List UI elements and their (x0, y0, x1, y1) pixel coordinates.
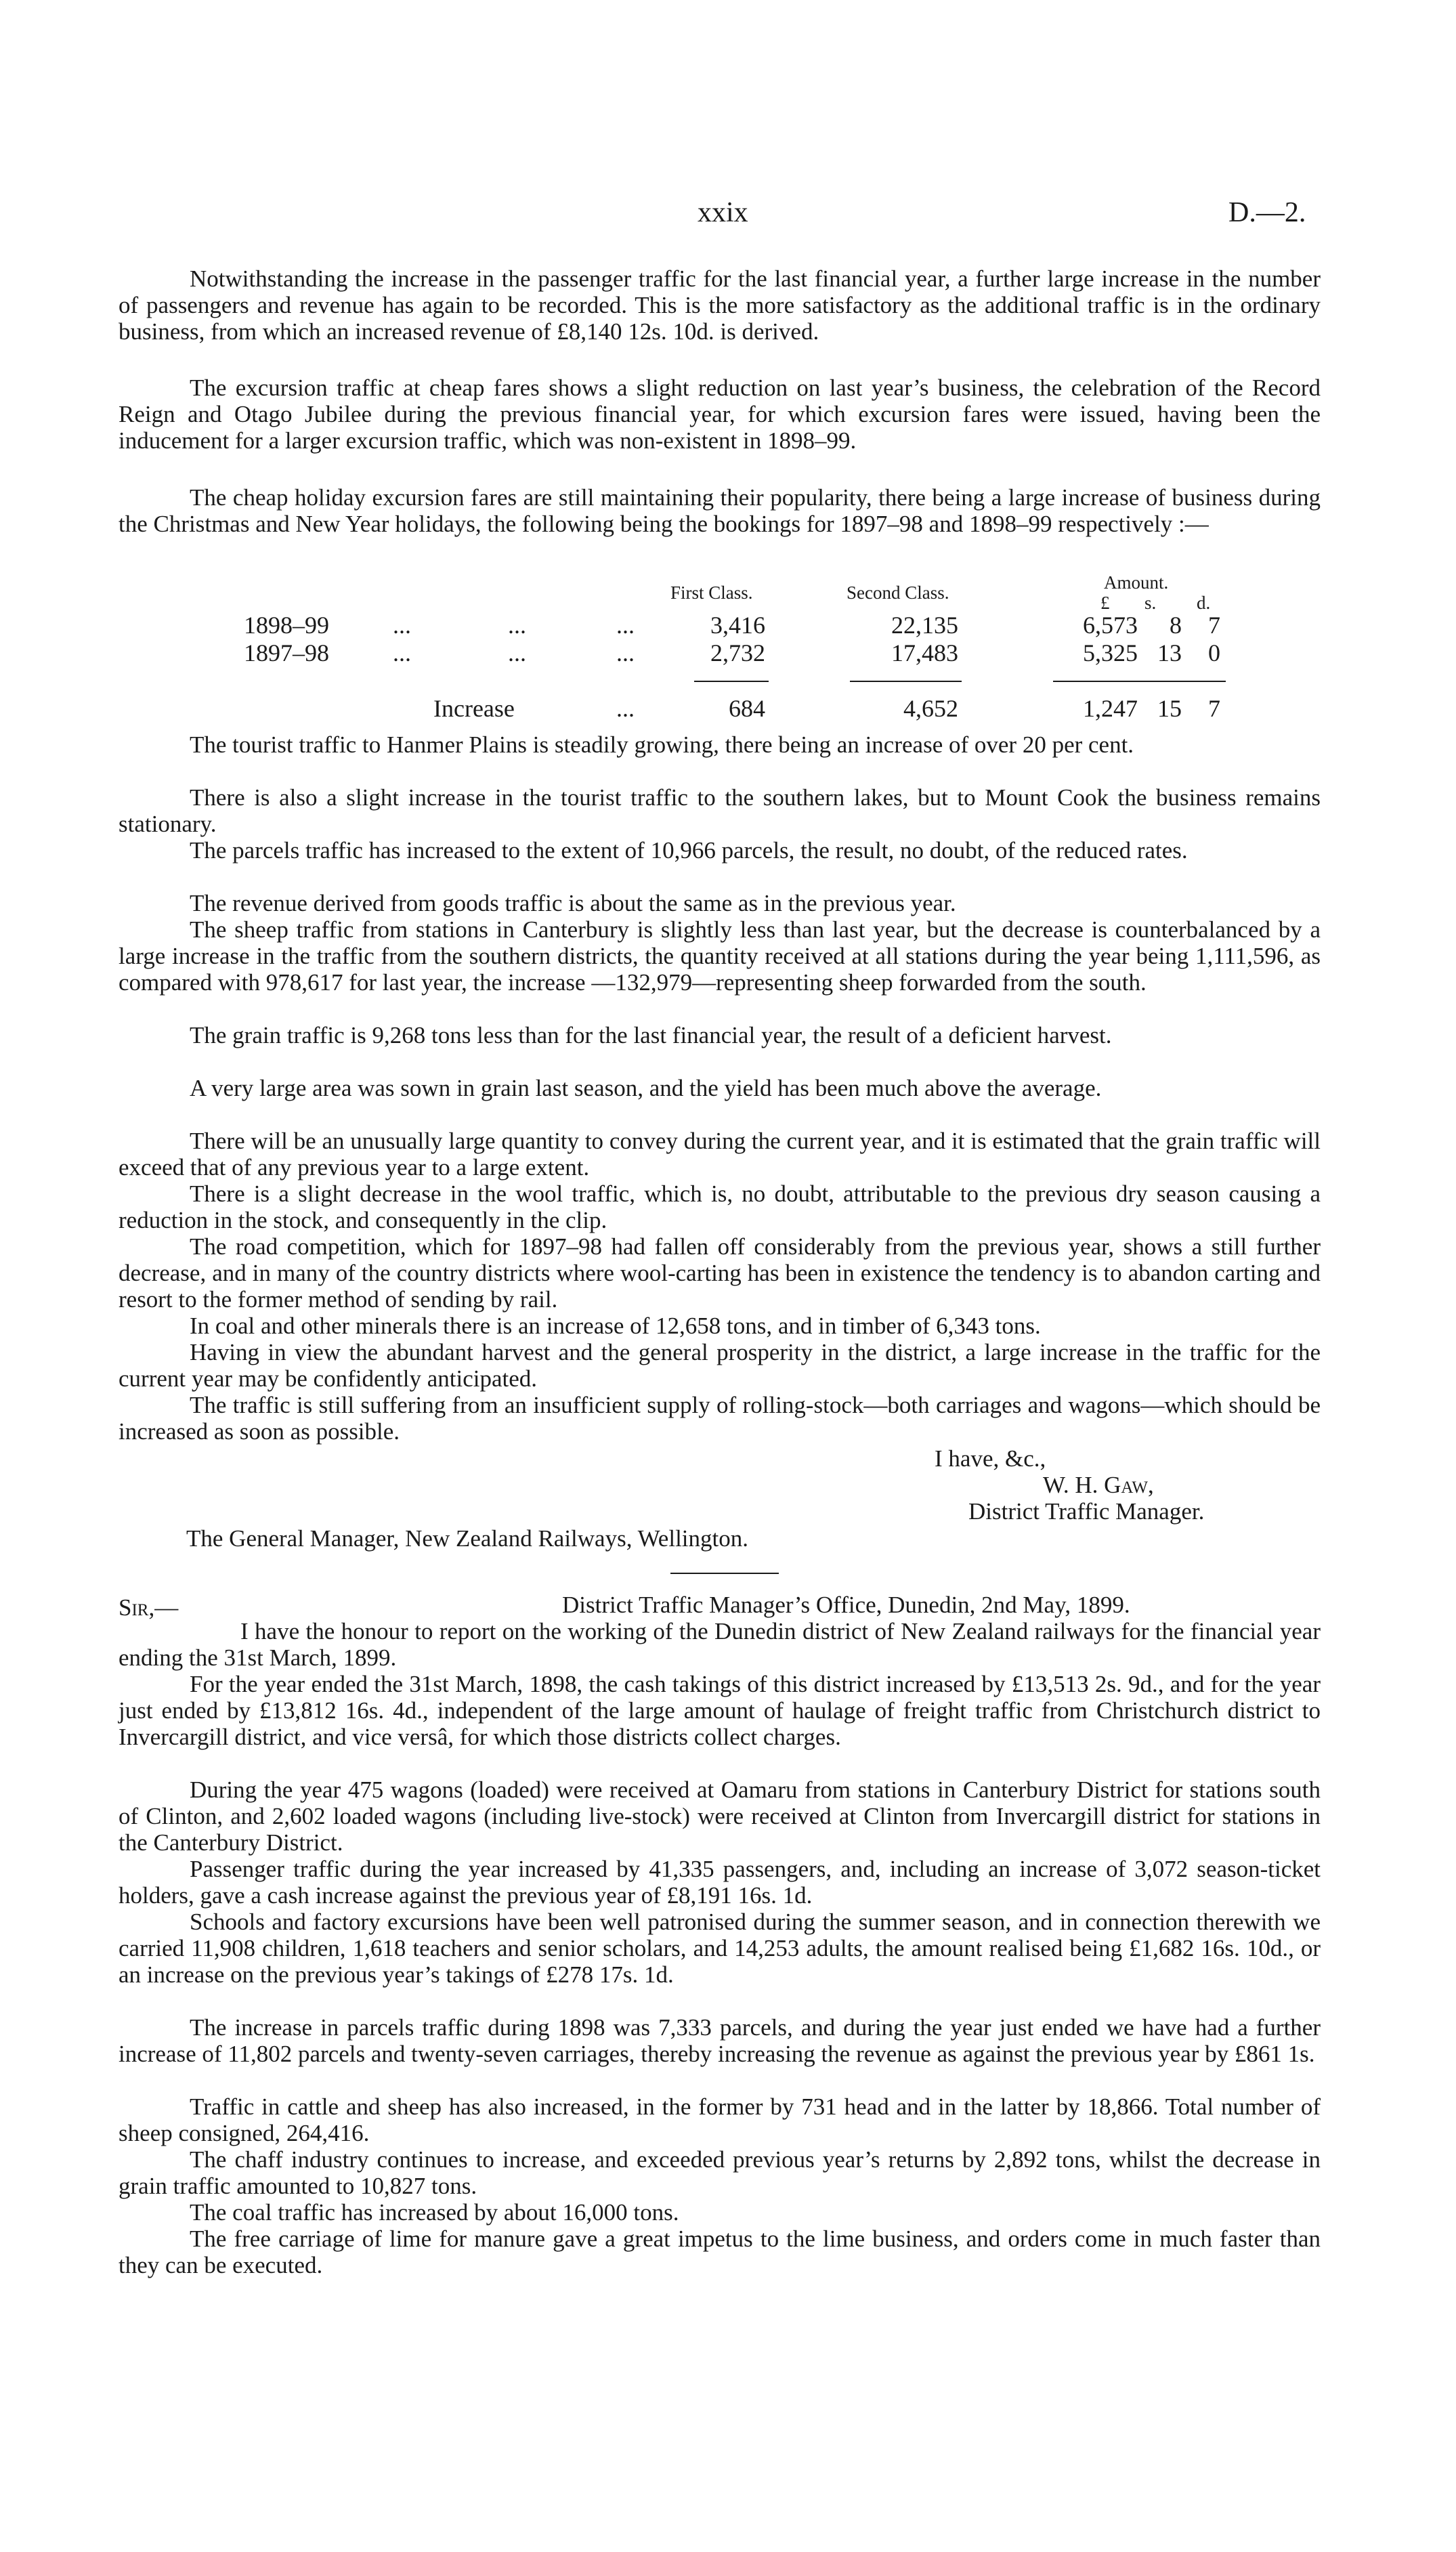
paragraph: The excursion traffic at cheap fares shows a slight reduction on last year’s business, the celebration of the Record Reign and Otago Jubilee during the previous financial year, for which excursion fares were issued, having been the inducement for a larger excursion traffic, which was non-existent in 1898–99. (119, 375, 1321, 454)
dateline: District Traffic Manager’s Office, Dunedin, 2nd May, 1899. (562, 1592, 1130, 1618)
signatory-title: District Traffic Manager. (968, 1498, 1205, 1525)
paragraph: In coal and other minerals there is an increase of 12,658 tons, and in timber of 6,343 tons. (190, 1313, 1041, 1339)
paragraph: I have the honour to report on the working of the Dunedin district of New Zealand railways for the financial year ending the 31st March, 1899. (119, 1618, 1321, 1671)
leader-dots: ... (393, 639, 411, 666)
column-header-second-class: Second Class. (847, 582, 949, 603)
leader-dots: ... (508, 612, 526, 639)
row-first-class: 2,732 (710, 639, 765, 666)
unit-shillings: s. (1144, 593, 1157, 613)
increase-first-class: 684 (729, 695, 765, 722)
paragraph: The tourist traffic to Hanmer Plains is steadily growing, there being an increase of over 20 per cent. (190, 731, 1134, 758)
paragraph: For the year ended the 31st March, 1898, the cash takings of this district increased by £13,513 2s. 9d., and for the year just ended by £13,812 16s. 4d., independent of the large amount of haulage of freight traffic from Christchurch district to Invercargill district, and vice versâ, for which those districts collect charges. (119, 1671, 1321, 1750)
leader-dots: ... (616, 639, 635, 666)
row-second-class: 17,483 (891, 639, 958, 666)
paragraph: The traffic is still suffering from an insufficient supply of rolling-stock—both carriages and wagons—which should be increased as soon as possible. (119, 1392, 1321, 1445)
row-pounds: 5,325 (1083, 639, 1138, 666)
paragraph: Traffic in cattle and sheep has also increased, in the former by 731 head and in the latter by 18,866. Total number of sheep consigned, 264,416. (119, 2093, 1321, 2146)
paragraph: The road competition, which for 1897–98 had fallen off considerably from the previous year, shows a still further decrease, and in many of the country districts where wool-carting has been in existence the tendency is to abandon carting and resort to the former method of sending by rail. (119, 1233, 1321, 1313)
increase-label: Increase (433, 695, 515, 722)
row-pence: 0 (1208, 639, 1220, 666)
document-code: D.—2. (1228, 197, 1306, 228)
paragraph: The grain traffic is 9,268 tons less than for the last financial year, the result of a deficient harvest. (190, 1022, 1112, 1048)
paragraph: The parcels traffic has increased to the extent of 10,966 parcels, the result, no doubt, of the reduced rates. (190, 837, 1188, 864)
salutation: Sir,— (119, 1594, 179, 1621)
paragraph: The free carriage of lime for manure gave a great impetus to the lime business, and orders come in much faster than they can be executed. (119, 2226, 1321, 2278)
leader-dots: ... (616, 612, 635, 639)
paragraph: There is also a slight increase in the tourist traffic to the southern lakes, but to Mount Cook the business remains stationary. (119, 784, 1321, 837)
paragraph: The coal traffic has increased by about 16,000 tons. (190, 2199, 679, 2226)
row-year: 1897–98 (244, 639, 329, 666)
paragraph: There is a slight decrease in the wool traffic, which is, no doubt, attributable to the previous dry season causing a reduction in the stock, and consequently in the clip. (119, 1181, 1321, 1233)
row-shillings: 13 (1157, 639, 1182, 666)
sum-rule (1053, 681, 1226, 682)
paragraph: The cheap holiday excursion fares are still maintaining their popularity, there being a large increase of business during the Christmas and New Year holidays, the following being the bookings for 1897–98 and 1898–99 respectively :— (119, 484, 1321, 537)
paragraph: A very large area was sown in grain last season, and the yield has been much above the average. (190, 1075, 1102, 1101)
paragraph: Having in view the abundant harvest and the general prosperity in the district, a large increase in the traffic for the current year may be confidently anticipated. (119, 1339, 1321, 1392)
paragraph: During the year 475 wagons (loaded) were received at Oamaru from stations in Canterbury District for stations south of Clinton, and 2,602 loaded wagons (including live-stock) were received at Clinton from Invercargill district for stations in the Canterbury District. (119, 1777, 1321, 1856)
sum-rule (850, 681, 962, 682)
increase-second-class: 4,652 (903, 695, 958, 722)
paragraph: Notwithstanding the increase in the passenger traffic for the last financial year, a further large increase in the number of passengers and revenue has again to be recorded. This is the more satisfactory as the additional traffic is in the ordinary business, from which an increased revenue of £8,140 12s. 10d. is derived. (119, 265, 1321, 345)
unit-pence: d. (1197, 593, 1211, 613)
addressee: The General Manager, New Zealand Railways, Wellington. (186, 1525, 748, 1552)
signature: W. H. Gaw, (1043, 1472, 1154, 1498)
row-second-class: 22,135 (891, 612, 958, 639)
column-header-first-class: First Class. (670, 582, 753, 603)
row-year: 1898–99 (244, 612, 329, 639)
paragraph: There will be an unusually large quantity to convey during the current year, and it is estimated that the grain traffic will exceed that of any previous year to a large extent. (119, 1128, 1321, 1181)
row-pence: 7 (1208, 612, 1220, 639)
section-separator (670, 1573, 779, 1574)
leader-dots: ... (393, 612, 411, 639)
unit-pounds: £ (1100, 593, 1110, 613)
page-number: xxix (698, 197, 748, 228)
increase-pounds: 1,247 (1083, 695, 1138, 722)
paragraph: Schools and factory excursions have been well patronised during the summer season, and in connection therewith we carried 11,908 children, 1,618 teachers and senior scholars, and 14,253 adults, the amount realised being £1,682 16s. 10d., or an increase on the previous year’s takings of £278 17s. 1d. (119, 1909, 1321, 1988)
leader-dots: ... (508, 639, 526, 666)
paragraph: The increase in parcels traffic during 1898 was 7,333 parcels, and during the year just ended we have had a further increase of 11,802 parcels and twenty-seven carriages, thereby increasing the revenue as against the previous year by £861 1s. (119, 2014, 1321, 2067)
leader-dots: ... (616, 695, 635, 722)
paragraph: The sheep traffic from stations in Canterbury is slightly less than last year, but the decrease is counterbalanced by a large increase in the traffic from the southern districts, the quantity received at all stations during the year being 1,111,596, as compared with 978,617 for last year, the increase —132,979—representing sheep forwarded from the south. (119, 916, 1321, 996)
row-shillings: 8 (1170, 612, 1182, 639)
paragraph: Passenger traffic during the year increased by 41,335 passengers, and, including an increase of 3,072 season-ticket holders, gave a cash increase against the previous year of £8,191 16s. 1d. (119, 1856, 1321, 1909)
row-first-class: 3,416 (710, 612, 765, 639)
closing: I have, &c., (935, 1445, 1046, 1472)
paragraph: The revenue derived from goods traffic is about the same as in the previous year. (190, 890, 956, 916)
sum-rule (694, 681, 769, 682)
paragraph: The chaff industry continues to increase, and exceeded previous year’s returns by 2,892 tons, whilst the decrease in grain traffic amounted to 10,827 tons. (119, 2146, 1321, 2199)
increase-pence: 7 (1208, 695, 1220, 722)
increase-shillings: 15 (1157, 695, 1182, 722)
row-pounds: 6,573 (1083, 612, 1138, 639)
column-header-amount: Amount. (1104, 572, 1169, 593)
